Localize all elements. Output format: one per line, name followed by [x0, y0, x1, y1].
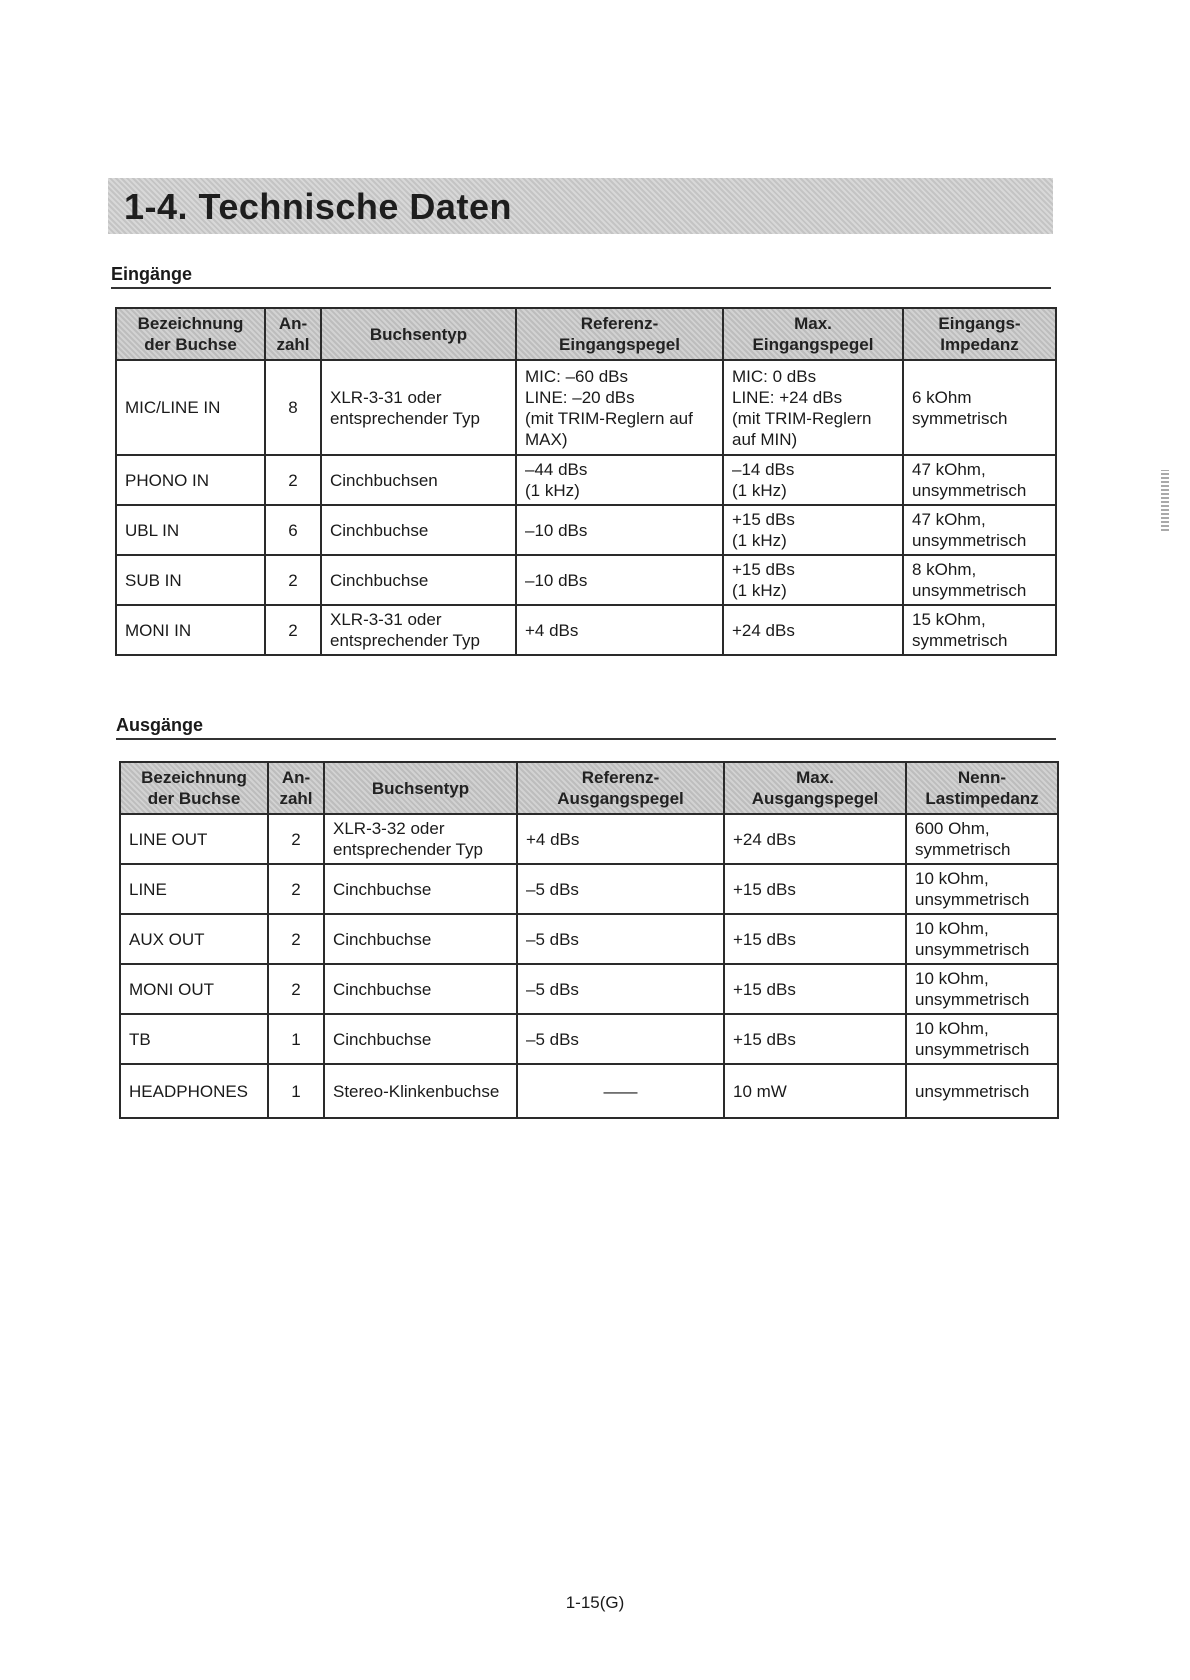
- header-max-level: [724, 762, 906, 814]
- page-number: 1-15(G): [565, 1593, 625, 1612]
- cell-name: [116, 455, 265, 505]
- cell-impedance-line: unsymmetrisch: [915, 940, 1030, 959]
- cell-max-level-line: +15 dBs: [733, 929, 796, 949]
- cell-max-level-line: (mit TRIM-Reglern: [732, 408, 872, 428]
- table-row: [120, 814, 1058, 864]
- header-impedance: [903, 308, 1056, 360]
- table-row: [116, 605, 1056, 655]
- header-count: [268, 762, 324, 814]
- cell-max-level-line: (1 kHz): [732, 531, 787, 550]
- cell-ref-level-line: (1 kHz): [525, 481, 580, 500]
- cell-impedance: [903, 505, 1056, 555]
- cell-count: [268, 1014, 324, 1064]
- cell-max-level: [723, 505, 903, 555]
- cell-ref-level-line: MAX): [525, 429, 568, 449]
- cell-ref-level-line: LINE: –20 dBs: [525, 387, 635, 407]
- cell-max-level: [724, 1014, 906, 1064]
- cell-max-level-line: +15 dBs: [732, 510, 795, 529]
- cell-impedance-line: unsymmetrisch: [912, 481, 1027, 500]
- cell-impedance-line: unsymmetrisch: [915, 1081, 1030, 1101]
- cell-impedance-line: 6 kOhm: [912, 387, 972, 407]
- cell-max-level: [724, 814, 906, 864]
- cell-ref-level: [517, 914, 724, 964]
- cell-max-level-line: +15 dBs: [733, 1029, 796, 1049]
- cell-name: [120, 1064, 268, 1118]
- outputs-section-title: Ausgänge: [116, 715, 204, 735]
- cell-type-line: entsprechender Typ: [330, 408, 480, 428]
- table-row: [120, 1064, 1058, 1118]
- header-count-line: zahl: [279, 789, 313, 808]
- cell-impedance: [906, 1064, 1058, 1118]
- cell-max-level-line: +15 dBs: [733, 979, 796, 999]
- cell-max-level: [724, 1064, 906, 1118]
- margin-barcode-mark: [1155, 470, 1175, 640]
- cell-type-line: XLR-3-31 oder: [330, 387, 442, 407]
- cell-impedance-line: unsymmetrisch: [912, 581, 1027, 600]
- title-bar: [108, 178, 1053, 234]
- cell-count: [268, 964, 324, 1014]
- header-name-line: Bezeichnung: [137, 314, 244, 333]
- cell-count: [268, 814, 324, 864]
- cell-ref-level-line: +4 dBs: [525, 620, 579, 640]
- table-row: [116, 505, 1056, 555]
- cell-type: [324, 1064, 517, 1118]
- cell-ref-level: [516, 505, 723, 555]
- cell-type-line: entsprechender Typ: [330, 631, 480, 650]
- header-count-line: zahl: [276, 335, 310, 354]
- cell-type: [321, 505, 516, 555]
- cell-type: [324, 914, 517, 964]
- cell-name: [116, 605, 265, 655]
- cell-name-line: AUX OUT: [129, 929, 205, 949]
- header-count-line: An-: [281, 768, 311, 787]
- cell-type: [321, 605, 516, 655]
- cell-name-line: HEADPHONES: [129, 1081, 249, 1101]
- cell-ref-level-line: –5 dBs: [526, 979, 579, 999]
- cell-name-line: UBL IN: [125, 520, 180, 540]
- cell-name-line: LINE: [129, 879, 167, 899]
- cell-type-line: Cinchbuchse: [333, 879, 432, 899]
- cell-count: [265, 455, 321, 505]
- outputs-rule: [116, 738, 1056, 740]
- cell-name: [116, 505, 265, 555]
- cell-name-line: TB: [129, 1029, 151, 1049]
- cell-count-line: 2: [291, 929, 301, 949]
- cell-type: [321, 455, 516, 505]
- cell-count: [265, 360, 321, 455]
- cell-max-level-line: 10 mW: [733, 1081, 787, 1101]
- table-row: [120, 914, 1058, 964]
- cell-impedance: [903, 360, 1056, 455]
- cell-ref-level: [516, 455, 723, 505]
- cell-ref-level-line: (mit TRIM-Reglern auf: [525, 408, 693, 428]
- cell-impedance-line: unsymmetrisch: [912, 531, 1027, 550]
- cell-name: [120, 814, 268, 864]
- cell-impedance-line: 15 kOhm,: [912, 610, 986, 629]
- cell-impedance-line: 47 kOhm,: [912, 510, 986, 529]
- cell-impedance: [903, 605, 1056, 655]
- inputs-rule: [111, 287, 1051, 289]
- cell-max-level: [723, 605, 903, 655]
- cell-count: [268, 1064, 324, 1118]
- cell-max-level: [724, 914, 906, 964]
- cell-ref-level-line: –5 dBs: [526, 929, 579, 949]
- cell-max-level-line: MIC: 0 dBs: [732, 366, 817, 386]
- cell-impedance-line: 600 Ohm,: [915, 819, 990, 838]
- cell-type: [321, 360, 516, 455]
- cell-name-line: MONI OUT: [129, 979, 214, 999]
- cell-max-level-line: auf MIN): [732, 429, 798, 449]
- cell-ref-level: [516, 555, 723, 605]
- header-impedance-line: Eingangs-: [938, 314, 1021, 333]
- cell-type: [324, 814, 517, 864]
- cell-ref-level: [517, 864, 724, 914]
- header-impedance-line: Impedanz: [940, 335, 1019, 354]
- header-name: [120, 762, 268, 814]
- cell-ref-level-line: –44 dBs: [525, 460, 588, 479]
- cell-impedance-line: 10 kOhm,: [915, 869, 989, 888]
- cell-max-level: [724, 864, 906, 914]
- cell-ref-level: [517, 814, 724, 864]
- cell-name: [120, 914, 268, 964]
- header-max-level-line: Eingangspegel: [752, 335, 874, 354]
- cell-count-line: 2: [291, 979, 301, 999]
- header-ref-level: [517, 762, 724, 814]
- cell-count-line: 6: [288, 520, 298, 540]
- cell-ref-level-line: –5 dBs: [526, 1029, 579, 1049]
- cell-ref-level: [516, 605, 723, 655]
- cell-type: [324, 864, 517, 914]
- header-max-level-line: Max.: [794, 314, 832, 333]
- table-row: [116, 555, 1056, 605]
- header-max-level: [723, 308, 903, 360]
- cell-type: [321, 555, 516, 605]
- cell-impedance-line: symmetrisch: [912, 408, 1008, 428]
- cell-type-line: Cinchbuchse: [330, 570, 429, 590]
- cell-impedance: [906, 914, 1058, 964]
- header-name-line: der Buchse: [147, 789, 241, 808]
- cell-impedance: [906, 814, 1058, 864]
- header-max-level-line: Max.: [796, 768, 834, 787]
- cell-ref-level: [517, 1064, 724, 1118]
- cell-type-line: Cinchbuchse: [333, 1029, 432, 1049]
- cell-name-line: SUB IN: [125, 570, 182, 590]
- header-name-line: der Buchse: [144, 335, 237, 354]
- cell-ref-level-line: +4 dBs: [526, 829, 580, 849]
- table-row: [116, 455, 1056, 505]
- cell-impedance: [906, 1014, 1058, 1064]
- cell-max-level-line: (1 kHz): [732, 481, 787, 500]
- cell-max-level: [723, 360, 903, 455]
- cell-type-line: XLR-3-31 oder: [330, 610, 442, 629]
- cell-impedance-line: unsymmetrisch: [915, 990, 1030, 1009]
- header-type: [324, 762, 517, 814]
- cell-type-line: Cinchbuchsen: [330, 470, 438, 490]
- cell-impedance-line: 10 kOhm,: [915, 919, 989, 938]
- header-ref-level-line: Ausgangspegel: [557, 789, 684, 808]
- cell-count-line: 1: [291, 1029, 301, 1049]
- cell-max-level-line: +15 dBs: [733, 879, 796, 899]
- cell-name: [120, 864, 268, 914]
- cell-ref-level-line: –10 dBs: [525, 570, 588, 590]
- cell-count-line: 2: [291, 829, 301, 849]
- header-type: [321, 308, 516, 360]
- cell-max-level: [724, 964, 906, 1014]
- cell-count: [265, 605, 321, 655]
- table-row: [120, 964, 1058, 1014]
- table-row: [120, 864, 1058, 914]
- cell-impedance: [906, 864, 1058, 914]
- cell-type-line: Cinchbuchse: [333, 979, 432, 999]
- header-name-line: Bezeichnung: [141, 768, 247, 787]
- cell-count-line: 2: [288, 620, 298, 640]
- page-title: 1-4. Technische Daten: [124, 186, 512, 227]
- table-row: [116, 360, 1056, 455]
- inputs-header-row: [116, 308, 1056, 360]
- cell-type-line: Stereo-Klinkenbuchse: [333, 1081, 500, 1101]
- cell-count-line: 1: [291, 1081, 301, 1101]
- header-count: [265, 308, 321, 360]
- header-impedance-line: Lastimpedanz: [925, 789, 1039, 808]
- header-impedance: [906, 762, 1058, 814]
- cell-count-line: 8: [288, 398, 298, 417]
- header-ref-level-line: Referenz-: [580, 314, 659, 333]
- cell-name-line: MONI IN: [125, 620, 192, 640]
- header-ref-level: [516, 308, 723, 360]
- header-ref-level-line: Referenz-: [581, 768, 660, 787]
- cell-impedance-line: symmetrisch: [915, 840, 1011, 859]
- cell-ref-level-line: –5 dBs: [526, 879, 579, 899]
- cell-name-line: PHONO IN: [125, 470, 210, 490]
- cell-max-level-line: LINE: +24 dBs: [732, 387, 843, 407]
- cell-count: [268, 914, 324, 964]
- cell-name: [120, 964, 268, 1014]
- header-type-line: Buchsentyp: [369, 324, 468, 344]
- cell-count-line: 2: [291, 879, 301, 899]
- cell-impedance: [903, 555, 1056, 605]
- cell-ref-level-line: MIC: –60 dBs: [525, 366, 628, 386]
- cell-max-level: [723, 555, 903, 605]
- cell-impedance-line: unsymmetrisch: [915, 1040, 1030, 1059]
- cell-impedance: [903, 455, 1056, 505]
- cell-max-level-line: –14 dBs: [732, 460, 795, 479]
- header-max-level-line: Ausgangspegel: [751, 789, 879, 808]
- cell-type-line: Cinchbuchse: [330, 520, 429, 540]
- cell-impedance-line: 10 kOhm,: [915, 969, 989, 988]
- header-name: [116, 308, 265, 360]
- cell-ref-level: [516, 360, 723, 455]
- cell-type-line: Cinchbuchse: [333, 929, 432, 949]
- cell-impedance-line: unsymmetrisch: [915, 890, 1030, 909]
- header-impedance-line: Nenn-: [957, 768, 1007, 787]
- cell-type-line: XLR-3-32 oder: [333, 819, 445, 838]
- inputs-table: [115, 307, 1057, 656]
- cell-type: [324, 1014, 517, 1064]
- cell-ref-level-line: ——: [603, 1081, 638, 1101]
- cell-count-line: 2: [288, 570, 298, 590]
- cell-max-level: [723, 455, 903, 505]
- inputs-section-title: Eingänge: [111, 264, 193, 284]
- outputs-table: [119, 761, 1059, 1119]
- cell-ref-level-line: –10 dBs: [525, 520, 588, 540]
- cell-max-level-line: (1 kHz): [732, 581, 787, 600]
- cell-name: [116, 555, 265, 605]
- cell-count: [265, 555, 321, 605]
- cell-impedance-line: 10 kOhm,: [915, 1019, 989, 1038]
- cell-count: [265, 505, 321, 555]
- cell-ref-level: [517, 964, 724, 1014]
- cell-impedance-line: 8 kOhm,: [912, 560, 977, 579]
- cell-max-level-line: +15 dBs: [732, 560, 795, 579]
- header-count-line: An-: [278, 314, 308, 333]
- cell-name-line: MIC/LINE IN: [125, 398, 221, 417]
- cell-impedance-line: 47 kOhm,: [912, 460, 986, 479]
- cell-name-line: LINE OUT: [129, 829, 208, 849]
- cell-max-level-line: +24 dBs: [732, 620, 795, 640]
- cell-count-line: 2: [288, 470, 298, 490]
- cell-impedance: [906, 964, 1058, 1014]
- table-row: [120, 1014, 1058, 1064]
- cell-name: [120, 1014, 268, 1064]
- cell-impedance-line: symmetrisch: [912, 631, 1008, 650]
- cell-name: [116, 360, 265, 455]
- header-type-line: Buchsentyp: [371, 778, 470, 798]
- outputs-header-row: [120, 762, 1058, 814]
- cell-type-line: entsprechender Typ: [333, 840, 483, 859]
- cell-type: [324, 964, 517, 1014]
- cell-count: [268, 864, 324, 914]
- cell-ref-level: [517, 1014, 724, 1064]
- cell-max-level-line: +24 dBs: [733, 829, 796, 849]
- header-ref-level-line: Eingangspegel: [559, 335, 680, 354]
